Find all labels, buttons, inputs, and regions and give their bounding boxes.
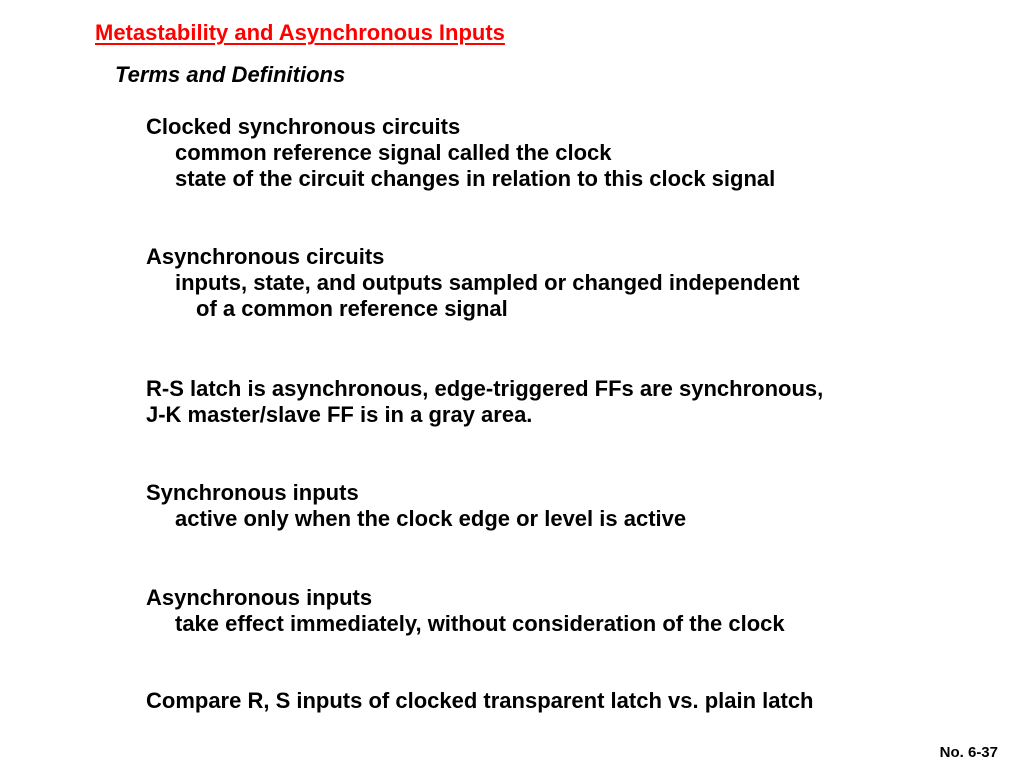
- section-line: take effect immediately, without consideration of the clock: [175, 611, 785, 636]
- section-heading-synchronous-inputs: Synchronous inputs: [146, 480, 359, 505]
- section-line: common reference signal called the clock: [175, 140, 612, 165]
- section-heading-clocked-synchronous: Clocked synchronous circuits: [146, 114, 461, 139]
- slide-subtitle: Terms and Definitions: [115, 62, 346, 87]
- section-line: state of the circuit changes in relation to this clock signal: [175, 166, 776, 191]
- section-line: J-K master/slave FF is in a gray area.: [146, 402, 533, 427]
- slide-title: Metastability and Asynchronous Inputs: [95, 20, 505, 45]
- section-line: of a common reference signal: [196, 296, 508, 321]
- section-heading-asynchronous-inputs: Asynchronous inputs: [146, 585, 373, 610]
- section-heading-asynchronous-circuits: Asynchronous circuits: [146, 244, 385, 269]
- section-heading-compare-rs-inputs: Compare R, S inputs of clocked transparent latch vs. plain latch: [146, 688, 814, 713]
- page-number: No. 6-37: [939, 744, 998, 761]
- section-heading-rs-latch: R-S latch is asynchronous, edge-triggered FFs are synchronous,: [146, 376, 824, 401]
- section-line: inputs, state, and outputs sampled or changed independent: [175, 270, 800, 295]
- section-line: active only when the clock edge or level is active: [175, 506, 687, 531]
